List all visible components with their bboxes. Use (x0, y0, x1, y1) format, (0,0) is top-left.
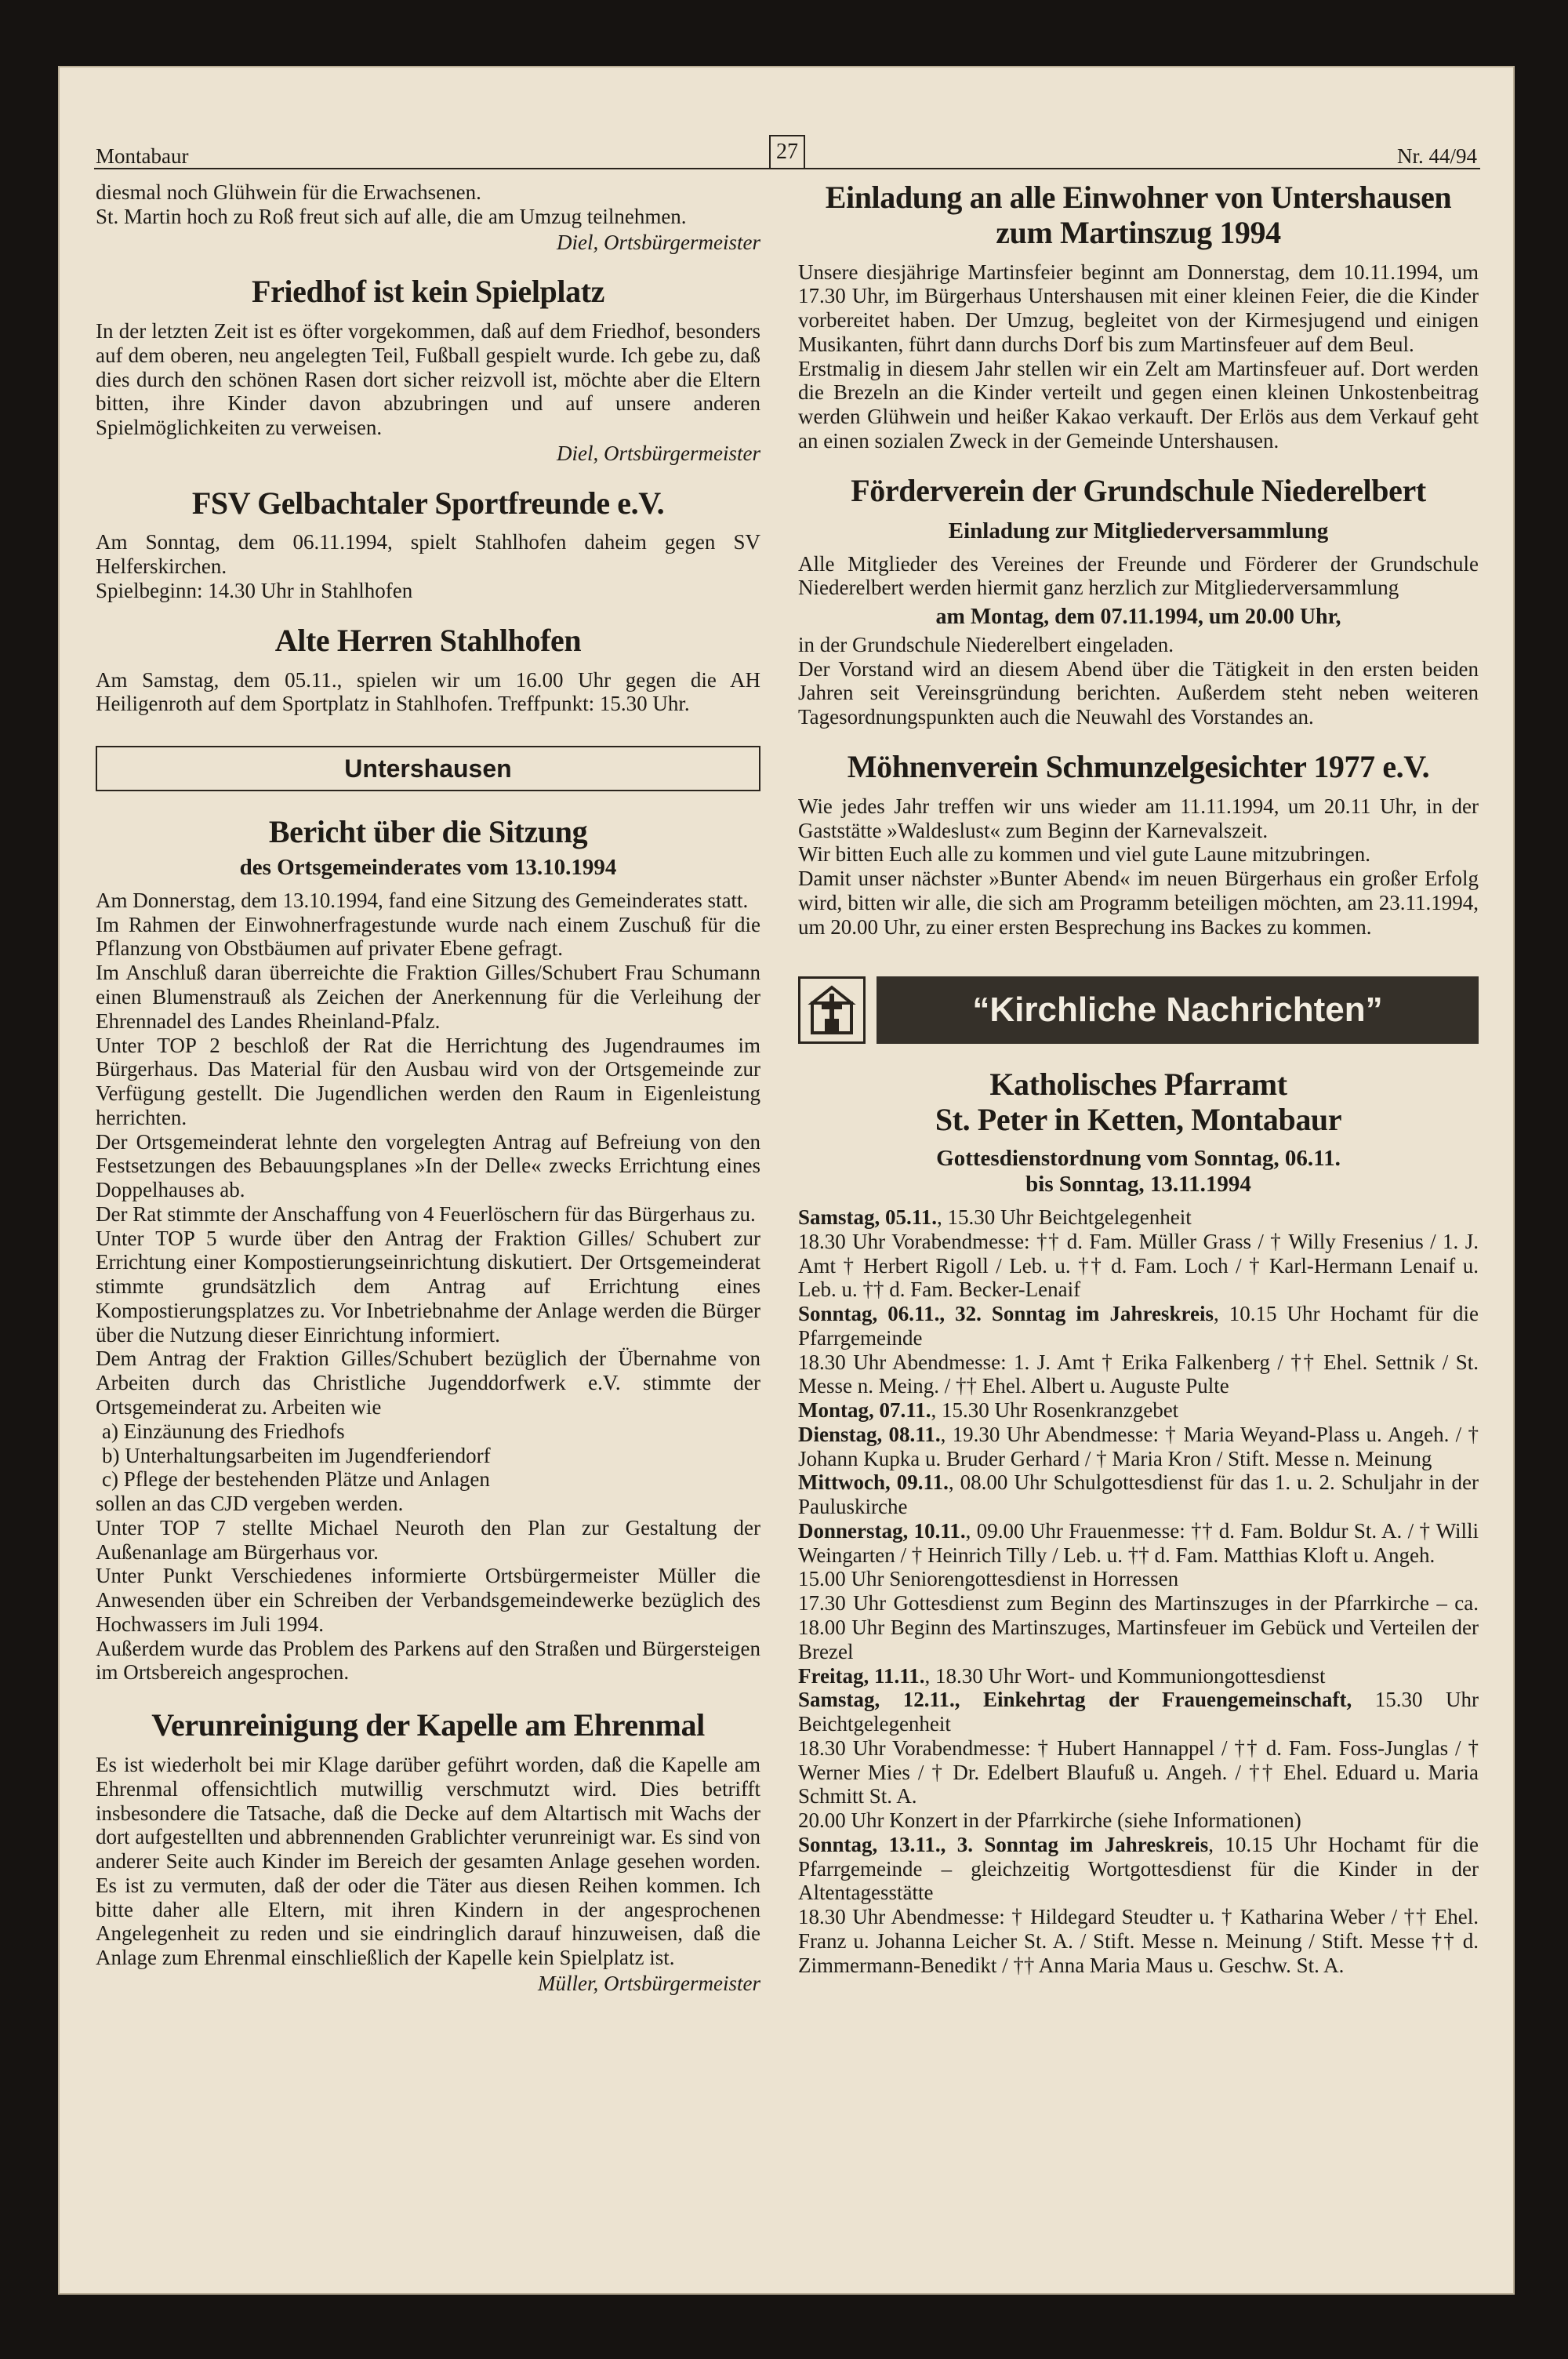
paragraph: Wir bitten Euch alle zu kommen und viel gute Laune mitzubringen. (798, 842, 1370, 867)
schedule-day: Samstag, 12.11., Einkehrtag der Frauengemeinschaft, (798, 1688, 1352, 1712)
schedule-entry (798, 1350, 1479, 1399)
article-text: Am Samstag, dem 05.11., spielen wir um 16.00 Uhr gegen die AH Heiligenroth auf dem Sportplatz in Stahlhofen. Treffpunkt: 15.30 Uhr. (96, 667, 760, 716)
schedule-day: Freitag, 11.11. (798, 1663, 925, 1688)
schedule-entry (798, 1302, 1479, 1350)
article-text: In der letzten Zeit ist es öfter vorgekommen, daß auf dem Friedhof, besonders auf dem oberen, neu angelegten Teil, Fußball gespielt wurde. Ich gebe zu, daß dies durch den schönen Rasen dort sicher reizvoll ist, möchte aber die Eltern bitten, ihre Kinder davon abzubringen und auf unsere anderen Spielmöglichkeiten zu verweisen. (96, 319, 760, 440)
service-schedule (798, 1205, 1479, 1978)
article-subtitle: Gottesdienstordnung vom Sonntag, 06.11. (936, 1146, 1341, 1171)
schedule-text: , 19.30 Uhr Abendmesse: † Maria Weyand-Plass u. Angeh. / † Johann Kupka u. Bruder Gerhard / † Maria Kron / Stift. Messe n. Meinung (798, 1422, 1479, 1470)
page-header (94, 141, 1480, 169)
schedule-text: 20.00 Uhr Konzert in der Pfarrkirche (siehe Informationen) (798, 1808, 1301, 1833)
left-column (96, 180, 760, 2263)
schedule-text: 17.30 Uhr Gottesdienst zum Beginn des Martinszuges in der Pfarrkirche – ca. 18.00 Uhr Beginn des Martinszuges, Martinsfeuer im Gebück und Verteilen der Brezel (798, 1591, 1479, 1663)
article-title: Bericht über die Sitzung (268, 814, 588, 850)
paragraph: Unsere diesjährige Martinsfeier beginnt am Donnerstag, dem 10.11.1994, um 17.30 Uhr, im Bürgerhaus Untershausen mit einer kleinen Feier, die die Kinder vorbereitet haben. Der Umzug, begleitet von der Kirmesjugend und einigen Musikanten, führt dann durchs Dorf bis zum Martinsfeuer auf dem Beul. (798, 260, 1479, 356)
schedule-day: Samstag, 05.11. (798, 1205, 938, 1229)
article-title: St. Peter in Ketten, Montabaur (935, 1102, 1342, 1138)
article-title: Alte Herren Stahlhofen (274, 622, 582, 658)
article-title: Förderverein der Grundschule Niederelbert (851, 472, 1426, 508)
schedule-text: 18.30 Uhr Abendmesse: 1. J. Amt † Erika Falkenberg / †† Ehel. Settnik / St. Messe n. Meing. / †† Ehel. Albert u. Auguste Pulte (798, 1350, 1479, 1398)
signature: Diel, Ortsbürgermeister (557, 230, 760, 254)
schedule-day: Donnerstag, 10.11. (798, 1518, 966, 1543)
paragraph: Alle Mitglieder des Vereines der Freunde und Förderer der Grundschule Niederelbert werden hiermit ganz herzlich zur Mitgliederversammlung (798, 551, 1479, 600)
schedule-text: 18.30 Uhr Vorabendmesse: † Hubert Hannappel / †† d. Fam. Foss-Junglas / † Werner Mies / † Dr. Edelbert Blaufuß u. Angeh. / †† Ehel. Eduard u. Maria Schmitt St. A. (798, 1736, 1479, 1808)
schedule-entry (798, 1905, 1479, 1977)
schedule-text: , 09.00 Uhr Frauenmesse: †† d. Fam. Boldur St. A. / † Willi Weingarten / † Heinrich Tilly / Leb. u. †† d. Fam. Matthias Kloft u. Angeh. (798, 1518, 1479, 1567)
schedule-entry (798, 1736, 1479, 1808)
paragraph: Im Rahmen der Einwohnerfragestunde wurde nach einem Zuschuß für die Pflanzung von Obstbäumen auf privater Ebene gefragt. (96, 912, 760, 961)
paragraph: Wie jedes Jahr treffen wir uns wieder am 11.11.1994, um 20.11 Uhr, in der Gaststätte »Waldeslust« zum Beginn der Karnevalszeit. (798, 794, 1479, 842)
church-news-title: “Kirchliche Nachrichten” (877, 976, 1479, 1044)
schedule-entry (798, 1423, 1479, 1471)
schedule-entry (798, 1808, 1479, 1833)
right-column (798, 180, 1479, 2263)
article-text: Spielbeginn: 14.30 Uhr in Stahlhofen (96, 579, 413, 603)
schedule-text: 18.30 Uhr Abendmesse: † Hildegard Steudter u. † Katharina Weber / †† Ehel. Franz u. Johanna Leicher St. A. / Stift. Messe n. Meinung / Stift. Messe †† d. Zimmermann-Benedikt / †† Anna Maria Maus u. Geschw. St. A. (798, 1905, 1479, 1977)
schedule-entry (798, 1470, 1479, 1519)
header-town: Montabaur (96, 144, 189, 168)
schedule-text: 15.30 Uhr Beichtgelegenheit (798, 1688, 1479, 1736)
paragraph: in der Grundschule Niederelbert eingeladen. (798, 632, 1174, 656)
schedule-day: Sonntag, 13.11., 3. Sonntag im Jahreskreis (798, 1832, 1209, 1856)
paragraph: Dem Antrag der Fraktion Gilles/Schubert bezüglich der Übernahme von Arbeiten durch das Christliche Jugenddorfwerk e.V. stimmte der Ortsgemeinderat zu. Arbeiten wie (96, 1347, 760, 1419)
newspaper-page (58, 66, 1515, 2295)
schedule-day: Sonntag, 06.11., 32. Sonntag im Jahreskreis (798, 1302, 1214, 1326)
schedule-entry (798, 1591, 1479, 1663)
schedule-day: Mittwoch, 09.11. (798, 1470, 949, 1495)
article-text: Es ist wiederholt bei mir Klage darüber geführt worden, daß die Kapelle am Ehrenmal offensichtlich mutwillig verschmutzt wird. Dies betrifft insbesondere die Tatsache, daß die Decke auf dem Altartisch mit Wachs der dort aufgestellten und abbrennenden Grablichter verunreinigt war. Es sind von anderer Seite auch Kinder im Bereich der gesamten Anlage gesehen worden. Es ist zu vermuten, daß der oder die Täter aus diesen Reihen kommen. Ich bitte daher alle Eltern, mit ihren Kindern in der angesprochenen Angelegenheit zu reden und sie eindringlich darauf hinzuweisen, daß die Anlage zum Ehrenmal einschließlich der Kapelle kein Spielplatz ist. (96, 1752, 760, 1970)
schedule-text: 15.00 Uhr Seniorengottesdienst in Horressen (798, 1567, 1179, 1591)
schedule-text: , 10.15 Uhr Hochamt für die Pfarrgemeinde – gleichzeitig Wortgottesdienst für die Kinder in der Altentagesstätte (798, 1832, 1479, 1905)
article-body (96, 889, 760, 1685)
intro-line: St. Martin hoch zu Roß freut sich auf alle, die am Umzug teilnehmen. (96, 204, 687, 228)
paragraph: Außerdem wurde das Problem des Parkens auf den Straßen und Bürgersteigen im Ortsbereich angesprochen. (96, 1636, 760, 1685)
schedule-day: Dienstag, 08.11. (798, 1422, 941, 1446)
schedule-text: , 18.30 Uhr Wort- und Kommuniongottesdienst (924, 1663, 1326, 1688)
meeting-date: am Montag, dem 07.11.1994, um 20.00 Uhr, (935, 605, 1341, 630)
paragraph: Erstmalig in diesem Jahr stellen wir ein Zelt am Martinsfeuer auf. Dort werden die Brezeln an die Kinder verteilt und gegen einen kleinen Unkostenbeitrag werden Glühwein und heißer Kakao verkauft. Der Erlös aus dem Verkauf geht an einen sozialen Zweck in der Gemeinde Untershausen. (798, 356, 1479, 453)
article-title: Katholisches Pfarramt (989, 1067, 1287, 1103)
paragraph: Der Rat stimmte der Anschaffung von 4 Feuerlöschern für das Bürgerhaus zu. (96, 1201, 756, 1226)
schedule-text: , 15.30 Uhr Beichtgelegenheit (937, 1205, 1192, 1229)
paragraph: Der Ortsgemeinderat lehnte den vorgelegten Antrag auf Befreiung von den Festsetzungen des Bebauungsplanes »In der Delle« zwecks Errichtung eines Doppelhauses ab. (96, 1129, 760, 1202)
schedule-text: 18.30 Uhr Vorabendmesse: †† d. Fam. Müller Grass / † Willy Fresenius / 1. J. Amt † Herbert Rigoll / Leb. u. †† d. Fam. Loch / † Karl-Hermann Lenaif u. Leb. u. †† d. Fam. Becker-Lenaif (798, 1229, 1479, 1302)
paragraph: Unter TOP 5 wurde über den Antrag der Fraktion Gilles/ Schubert zur Errichtung einer Kompostierungseinrichtung diskutiert. Der Ortsgemeinderat stimmte grundsätzlich dem Antrag auf Errichtung eines Kompostierungsplatzes zu. Vor Inbetriebnahme der Anlage werden die Bürger über die Nutzung dieser Einrichtung informiert. (96, 1226, 760, 1347)
paragraph: Der Vorstand wird an diesem Abend über die Tätigkeit in den ersten beiden Jahren seit Vereinsgründung berichten. Außerdem steht neben weiteren Tagesordnungspunkten auch die Neuwahl des Vorstandes an. (798, 656, 1479, 729)
signature: Müller, Ortsbürgermeister (538, 1971, 760, 1995)
paragraph: Am Donnerstag, dem 13.10.1994, fand eine Sitzung des Gemeinderates statt. (96, 888, 749, 912)
paragraph: sollen an das CJD vergeben werden. (96, 1492, 404, 1516)
schedule-entry (798, 1205, 1479, 1230)
schedule-entry (798, 1688, 1479, 1736)
schedule-entry (798, 1567, 1479, 1591)
article-subtitle: bis Sonntag, 13.11.1994 (1025, 1172, 1251, 1197)
article-subtitle: Einladung zur Mitgliederversammlung (948, 518, 1329, 543)
schedule-text: , 08.00 Uhr Schulgottesdienst für das 1. u. 2. Schuljahr in der Pauluskirche (798, 1470, 1479, 1519)
article-title: FSV Gelbachtaler Sportfreunde e.V. (191, 485, 665, 521)
article-title: Möhnenverein Schmunzelgesichter 1977 e.V. (847, 749, 1430, 785)
list-item: c) Pflege der bestehenden Plätze und Anlagen (102, 1467, 490, 1492)
article-title: Einladung an alle Einwohner von Untershausen zum Martinszug 1994 (825, 180, 1452, 250)
church-icon (798, 976, 866, 1044)
schedule-text: , 15.30 Uhr Rosenkranzgebet (931, 1398, 1179, 1423)
issue-number: Nr. 44/94 (1396, 144, 1477, 168)
schedule-entry (798, 1664, 1479, 1688)
paragraph: Damit unser nächster »Bunter Abend« im neuen Bürgerhaus ein großer Erfolg wird, bitten wir alle, die sich am Programm beteiligen möchten, am 23.11.1994, um 20.00 Uhr, zu einer ersten Besprechung ins Backes zu kommen. (798, 867, 1479, 939)
paragraph: Unter TOP 7 stellte Michael Neuroth den Plan zur Gestaltung der Außenanlage am Bürgerhaus vor. (96, 1515, 760, 1564)
paragraph: Unter TOP 2 beschloß der Rat die Herrichtung des Jugendraumes im Bürgerhaus. Das Material für den Ausbau wird von der Ortsgemeinde zur Verfügung gestellt. Die Jugendlichen werden den Raum in Eigenleistung herrichten. (96, 1033, 760, 1129)
schedule-entry (798, 1833, 1479, 1905)
list-item: a) Einzäunung des Friedhofs (102, 1419, 345, 1443)
article-title: Verunreinigung der Kapelle am Ehrenmal (151, 1707, 705, 1743)
section-heading: Untershausen (96, 746, 760, 791)
signature: Diel, Ortsbürgermeister (557, 441, 760, 465)
church-news-banner (798, 976, 1479, 1044)
article-subtitle: des Ortsgemeinderates vom 13.10.1994 (239, 854, 617, 880)
article-title: Friedhof ist kein Spielplatz (252, 274, 604, 310)
page-number: 27 (769, 135, 805, 169)
schedule-entry (798, 1230, 1479, 1302)
schedule-text: , 10.15 Uhr Hochamt für die Pfarrgemeinde (798, 1302, 1479, 1350)
schedule-entry (798, 1398, 1479, 1423)
paragraph: Im Anschluß daran überreichte die Fraktion Gilles/Schubert Frau Schumann einen Blumenstrauß als Zeichen der Anerkennung für die Verleihung der Ehrennadel des Landes Rheinland-Pfalz. (96, 961, 760, 1033)
schedule-day: Montag, 07.11. (798, 1398, 931, 1423)
schedule-entry (798, 1519, 1479, 1568)
list-item: b) Unterhaltungsarbeiten im Jugendferiendorf (102, 1443, 491, 1467)
paragraph: Unter Punkt Verschiedenes informierte Ortsbürgermeister Müller die Anwesenden über ein Schreiben der Verbandsgemeindewerke bezüglich des Hochwassers im Juli 1994. (96, 1564, 760, 1636)
article-text: Am Sonntag, dem 06.11.1994, spielt Stahlhofen daheim gegen SV Helferskirchen. (96, 530, 760, 579)
intro-line: diesmal noch Glühwein für die Erwachsenen. (96, 180, 481, 204)
